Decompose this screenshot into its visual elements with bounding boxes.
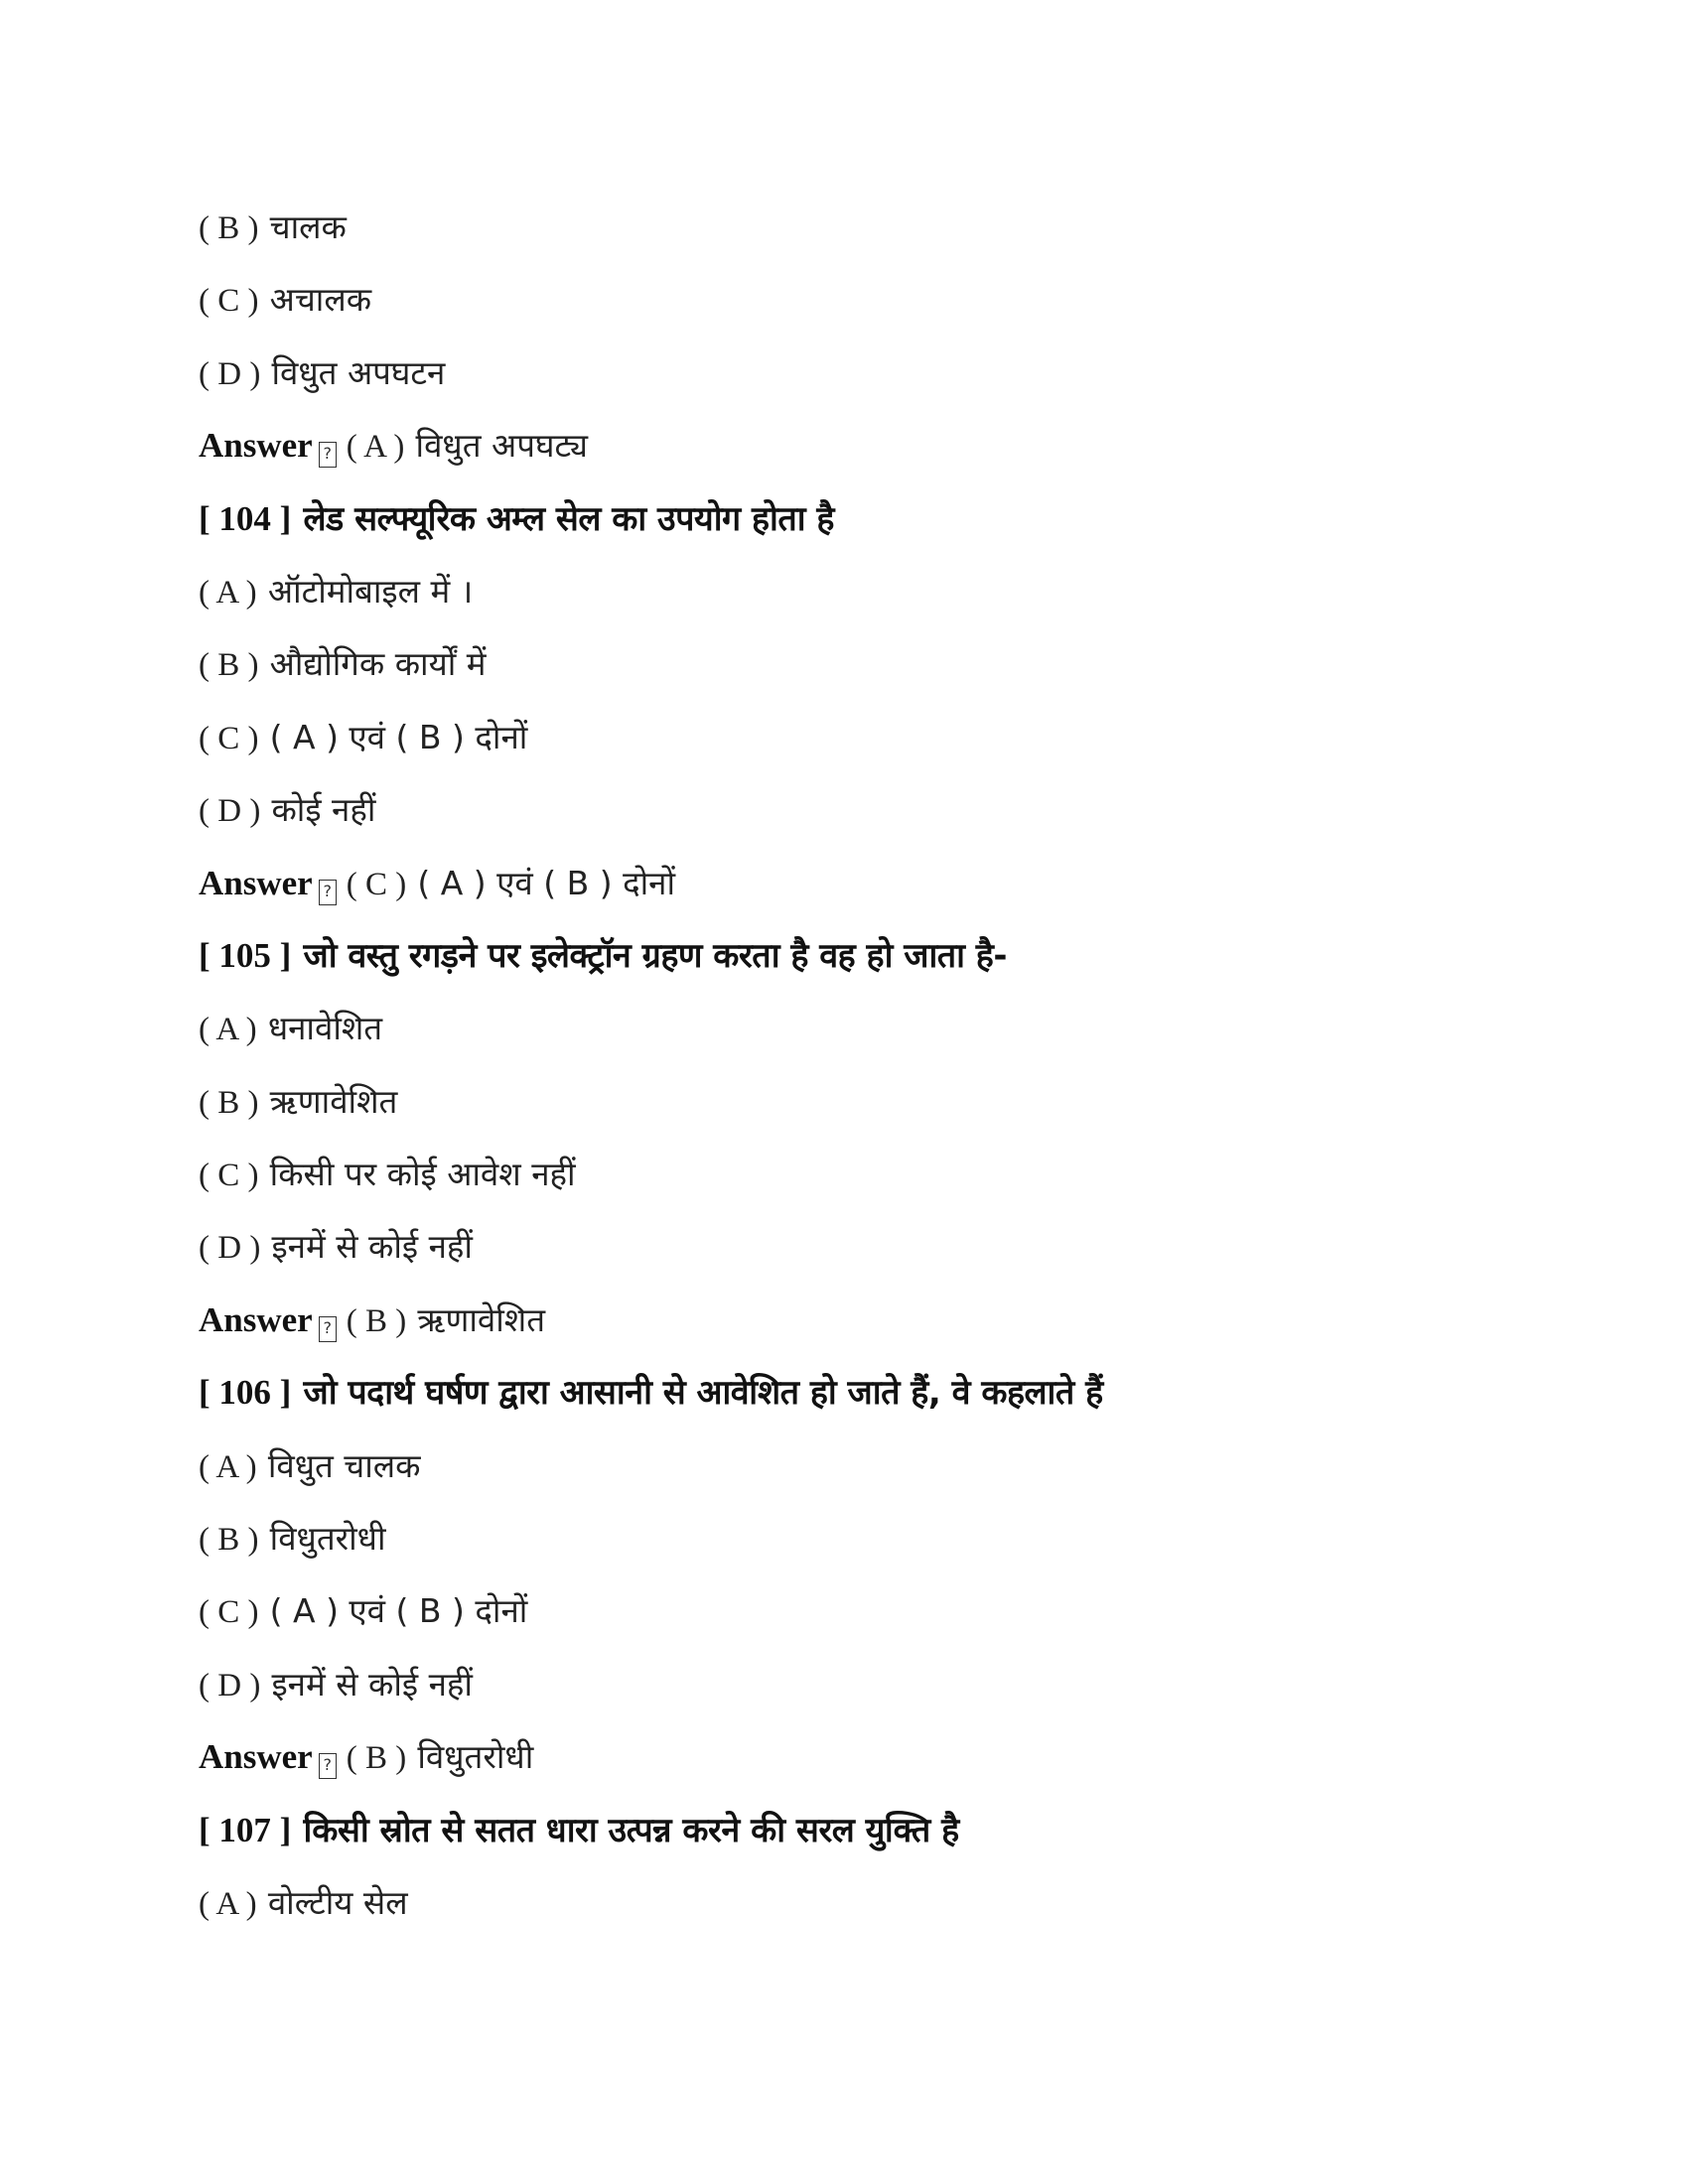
question-heading xyxy=(199,919,1539,992)
option-line xyxy=(199,1138,1539,1210)
question-text: जो पदार्थ घर्षण द्वारा आसानी से आवेशित हो जाते हैं, वे कहलाते हैं xyxy=(303,1373,1103,1414)
option-text: कोई नहीं xyxy=(271,790,376,830)
option-text: चालक xyxy=(269,207,347,246)
answer-line xyxy=(199,1720,1539,1793)
question-text: जो वस्तु रगड़ने पर इलेक्ट्रॉन ग्रहण करता है वह हो जाता है- xyxy=(303,935,1007,976)
option-text: ( A ) एवं ( B ) दोनों xyxy=(269,717,528,756)
option-line xyxy=(199,1502,1539,1574)
option-line xyxy=(199,191,1539,263)
answer-label: Answer xyxy=(199,426,313,466)
option-text: किसी पर कोई आवेश नहीं xyxy=(269,1155,576,1194)
option-line xyxy=(199,1866,1539,1939)
option-key: ( D ) xyxy=(199,1230,261,1267)
answer-label: Answer xyxy=(199,1299,313,1339)
answer-label: Answer xyxy=(199,863,313,902)
option-text: औद्योगिक कार्यों में xyxy=(269,644,487,684)
answer-key: ( B ) xyxy=(346,1302,407,1339)
option-key: ( C ) xyxy=(199,1594,259,1631)
answer-key: ( B ) xyxy=(346,1740,407,1777)
answer-line xyxy=(199,847,1539,919)
option-text: विधुत चालक xyxy=(267,1445,421,1485)
option-line xyxy=(199,1210,1539,1283)
question-heading xyxy=(199,1794,1539,1866)
question-number: [ 107 ] xyxy=(199,1810,292,1849)
option-line xyxy=(199,1574,1539,1647)
option-text: ( A ) एवं ( B ) दोनों xyxy=(269,1591,528,1631)
answer-text: ऋणावेशित xyxy=(417,1299,546,1339)
option-key: ( B ) xyxy=(199,1522,259,1559)
option-line xyxy=(199,1648,1539,1720)
option-text: ऑटोमोबाइल में । xyxy=(267,571,474,611)
option-text: इनमें से कोई नहीं xyxy=(271,1227,473,1267)
option-key: ( D ) xyxy=(199,355,261,392)
answer-line xyxy=(199,409,1539,481)
option-key: ( C ) xyxy=(199,283,259,320)
option-text: वोल्टीय सेल xyxy=(267,1882,408,1922)
missing-glyph-icon: ? xyxy=(319,442,337,468)
option-line xyxy=(199,555,1539,627)
missing-glyph-icon: ? xyxy=(319,1753,337,1779)
option-text: अचालक xyxy=(269,280,372,320)
option-text: ऋणावेशित xyxy=(269,1081,398,1121)
option-key: ( A ) xyxy=(199,574,257,611)
option-line xyxy=(199,992,1539,1064)
answer-text: ( A ) एवं ( B ) दोनों xyxy=(417,863,676,902)
question-text: लेड सल्फ्यूरिक अम्ल सेल का उपयोग होता है xyxy=(303,498,834,539)
option-text: विधुत अपघटन xyxy=(271,352,446,392)
question-heading xyxy=(199,482,1539,555)
answer-line xyxy=(199,1284,1539,1356)
missing-glyph-icon: ? xyxy=(319,1316,337,1342)
option-key: ( B ) xyxy=(199,647,259,684)
option-line xyxy=(199,1430,1539,1502)
answer-key: ( C ) xyxy=(346,866,407,902)
option-key: ( A ) xyxy=(199,1448,257,1485)
question-text: किसी स्रोत से सतत धारा उत्पन्न करने की सरल युक्ति है xyxy=(303,1810,959,1850)
option-key: ( B ) xyxy=(199,1084,259,1121)
option-key: ( D ) xyxy=(199,1667,261,1704)
answer-key: ( A ) xyxy=(346,429,405,466)
option-line xyxy=(199,1065,1539,1138)
question-number: [ 105 ] xyxy=(199,935,292,975)
option-line xyxy=(199,701,1539,773)
missing-glyph-icon: ? xyxy=(319,880,337,905)
option-text: धनावेशित xyxy=(267,1009,383,1048)
answer-text: विधुत अपघट्य xyxy=(415,426,588,466)
option-line xyxy=(199,773,1539,846)
question-number: [ 106 ] xyxy=(199,1373,292,1413)
answer-text: विधुतरोधी xyxy=(417,1737,534,1777)
option-key: ( C ) xyxy=(199,720,259,756)
answer-label: Answer xyxy=(199,1737,313,1777)
option-key: ( C ) xyxy=(199,1158,259,1194)
question-list xyxy=(199,191,1539,1939)
option-key: ( A ) xyxy=(199,1885,257,1922)
option-line xyxy=(199,263,1539,336)
question-heading xyxy=(199,1356,1539,1429)
option-key: ( A ) xyxy=(199,1012,257,1048)
option-text: विधुतरोधी xyxy=(269,1519,386,1559)
option-key: ( B ) xyxy=(199,210,259,246)
option-line xyxy=(199,627,1539,700)
option-key: ( D ) xyxy=(199,793,261,830)
option-text: इनमें से कोई नहीं xyxy=(271,1664,473,1704)
question-number: [ 104 ] xyxy=(199,498,292,538)
option-line xyxy=(199,337,1539,409)
